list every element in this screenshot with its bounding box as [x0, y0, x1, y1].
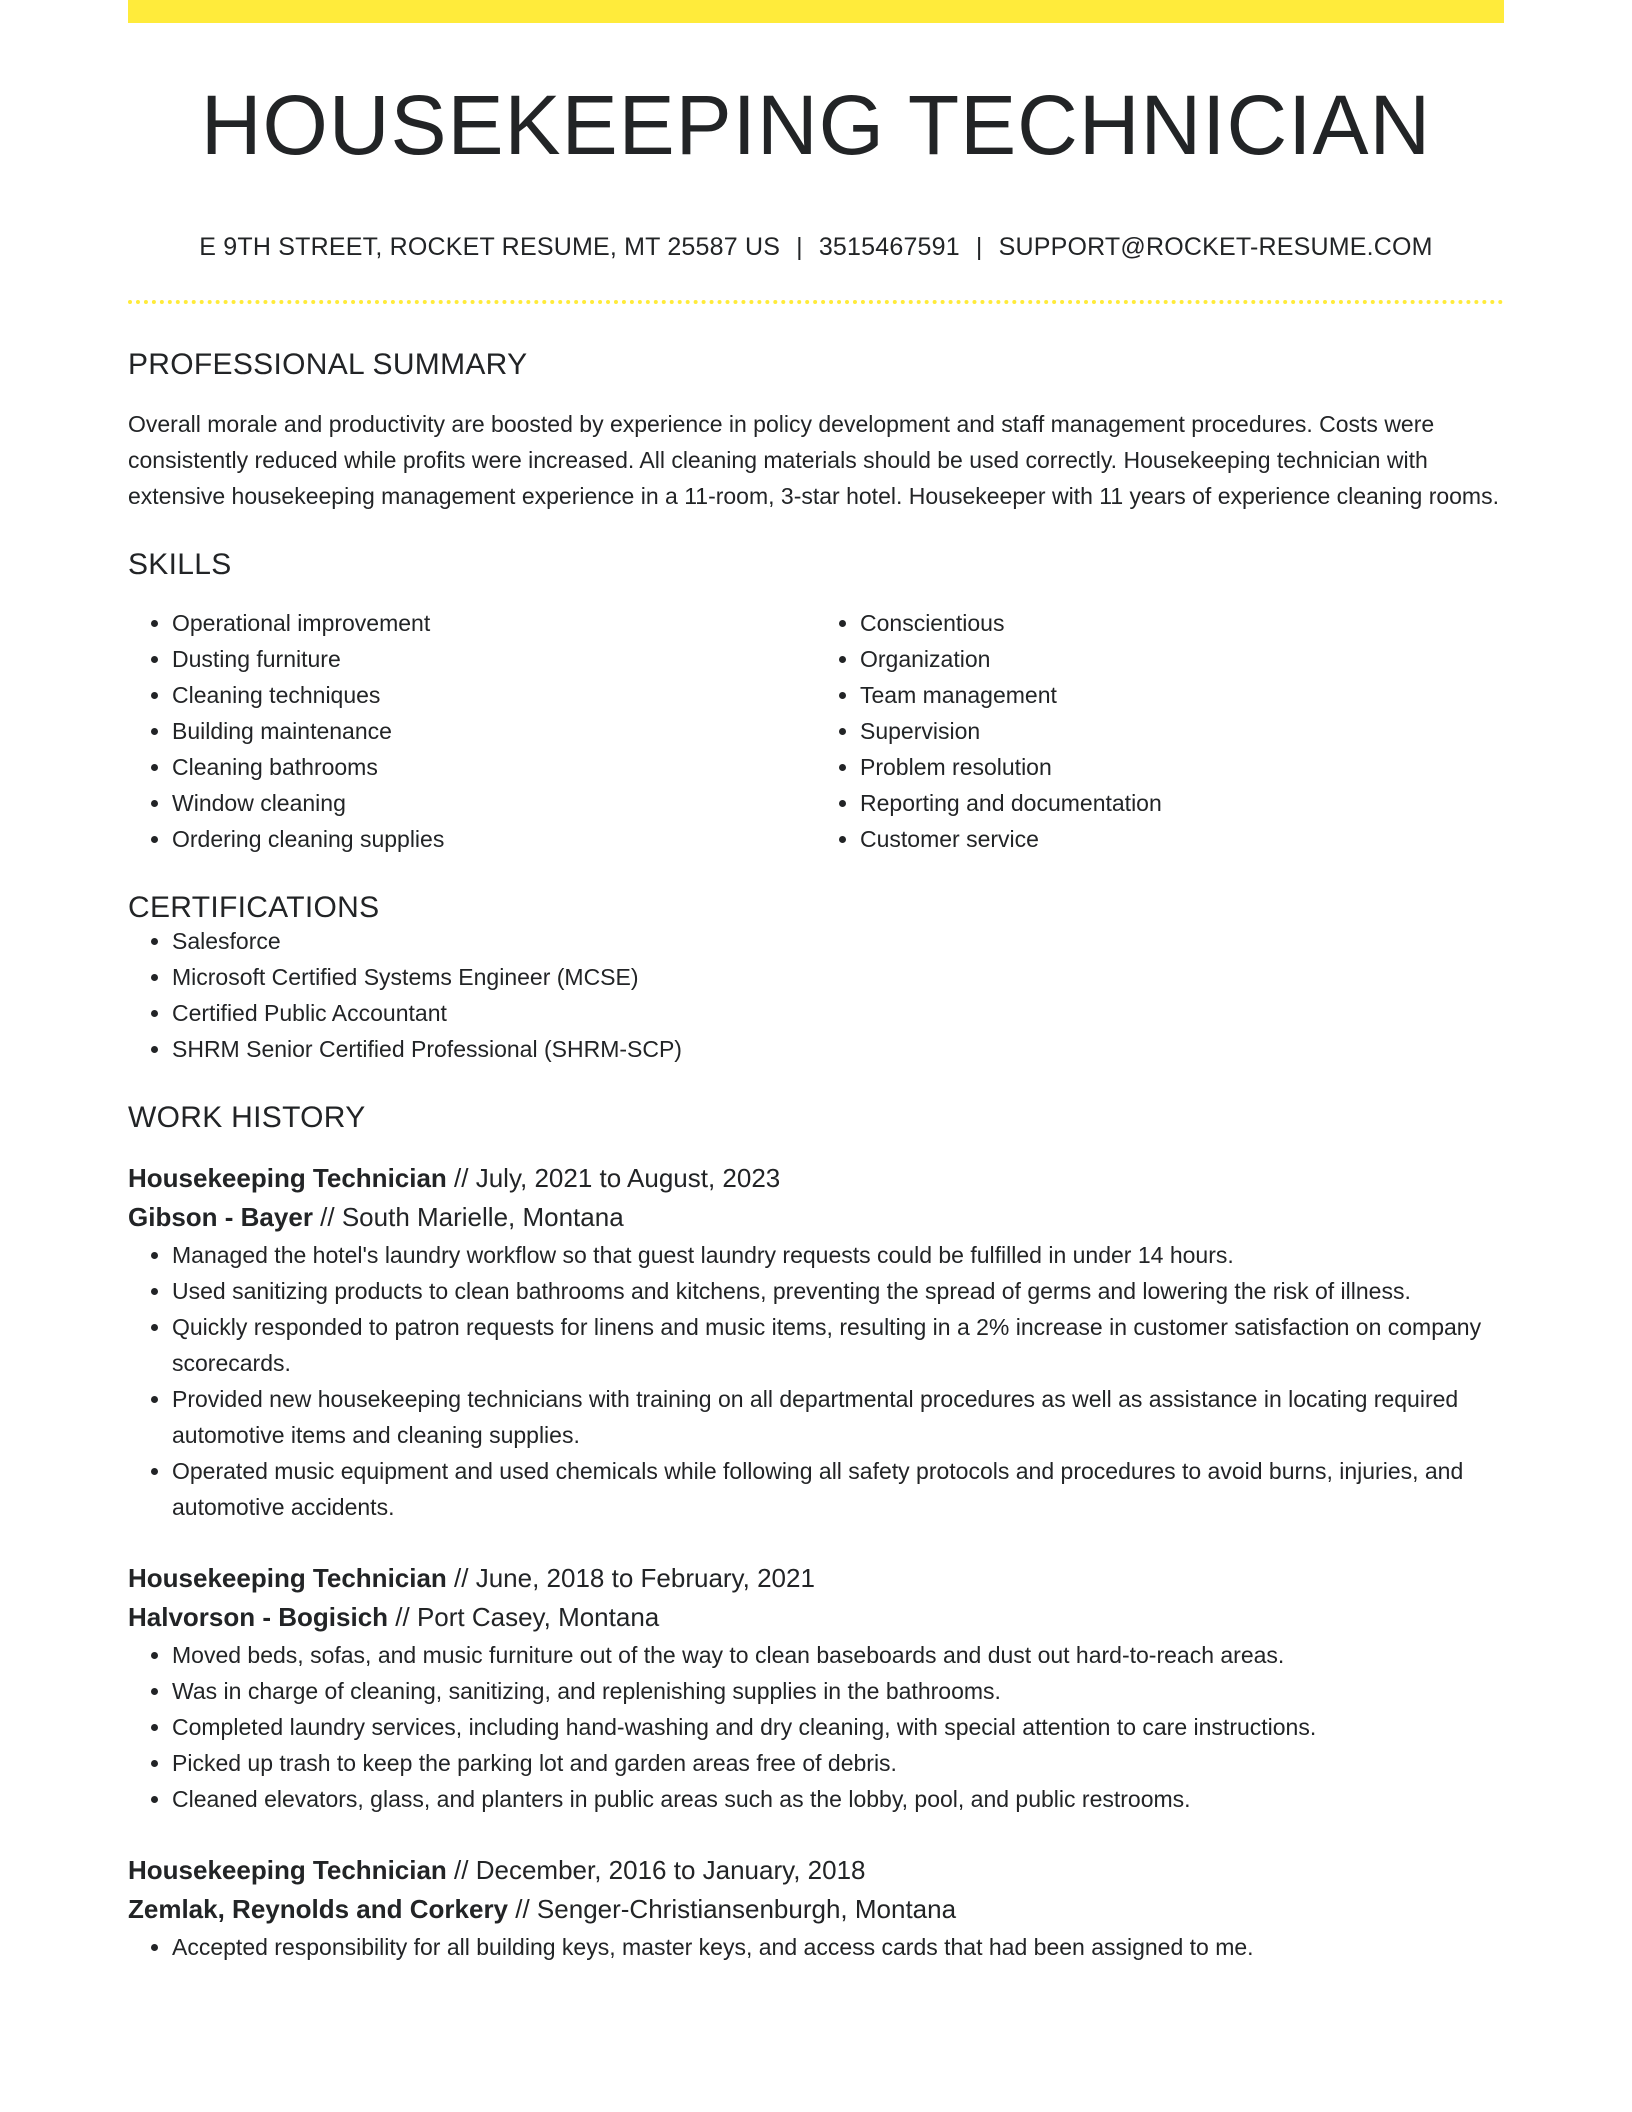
job-company: Zemlak, Reynolds and Corkery	[128, 1894, 509, 1924]
job-location: // South Marielle, Montana	[312, 1202, 624, 1232]
certification-item: • SHRM Senior Certified Professional (SHRM-SCP)	[172, 1031, 1504, 1067]
job-bullet: • Was in charge of cleaning, sanitizing, and replenishing supplies in the bathrooms.	[172, 1673, 1504, 1709]
skill-item: • Dusting furniture	[172, 641, 816, 677]
certifications-list	[128, 923, 1504, 1067]
resume-page	[128, 0, 1504, 1965]
skill-item: • Problem resolution	[860, 749, 1504, 785]
job-bullets	[128, 1637, 1504, 1817]
job-location: // Port Casey, Montana	[388, 1602, 660, 1632]
contact-separator: |	[975, 233, 983, 261]
accent-bar	[128, 0, 1504, 23]
skills-heading: SKILLS	[128, 548, 232, 581]
skill-item: • Cleaning bathrooms	[172, 749, 816, 785]
skill-item: • Building maintenance	[172, 713, 816, 749]
skills-columns	[128, 605, 1504, 857]
skill-item: • Customer service	[860, 821, 1504, 857]
job-bullet: • Used sanitizing products to clean bathrooms and kitchens, preventing the spread of germs and lowering the risk of illness.	[172, 1273, 1504, 1309]
job-bullet: • Picked up trash to keep the parking lot and garden areas free of debris.	[172, 1745, 1504, 1781]
job-company: Gibson - Bayer	[128, 1202, 313, 1232]
skill-item: • Supervision	[860, 713, 1504, 749]
job-dates: // December, 2016 to January, 2018	[446, 1855, 866, 1885]
job-role: Housekeeping Technician	[128, 1163, 447, 1193]
certification-item: • Certified Public Accountant	[172, 995, 1504, 1031]
skill-item: • Ordering cleaning supplies	[172, 821, 816, 857]
skills-list-left	[128, 605, 816, 857]
job-dates: // June, 2018 to February, 2021	[446, 1563, 815, 1593]
job-entry	[128, 1559, 1504, 1817]
skill-item: • Organization	[860, 641, 1504, 677]
candidate-name: HOUSEKEEPING TECHNICIAN	[200, 78, 1432, 172]
job-bullet: • Operated music equipment and used chemicals while following all safety protocols and procedures to avoid burns, injuries, and automotive accidents.	[172, 1453, 1504, 1525]
certification-item: • Microsoft Certified Systems Engineer (MCSE)	[172, 959, 1504, 995]
job-bullet: • Quickly responded to patron requests for linens and music items, resulting in a 2% increase in customer satisfaction on company scorecards.	[172, 1309, 1504, 1381]
job-location: // Senger-Christiansenburgh, Montana	[508, 1894, 957, 1924]
contact-separator: |	[796, 233, 803, 261]
job-title-line	[128, 1159, 1504, 1198]
job-title-line	[128, 1559, 1504, 1598]
job-role: Housekeeping Technician	[128, 1855, 447, 1885]
skill-item: • Operational improvement	[172, 605, 816, 641]
job-bullet: • Accepted responsibility for all building keys, master keys, and access cards that had been assigned to me.	[172, 1929, 1504, 1965]
contact-address: E 9TH STREET, ROCKET RESUME, MT 25587 US	[199, 233, 781, 261]
summary-text: Overall morale and productivity are boosted by experience in policy development and staff management procedures. Costs were consistently reduced while profits were increased. All cleaning materials should be used correctly. Housekeeping technician with extensive housekeeping management experience in a 11-room, 3-star hotel. Housekeeper with 11 years of experience cleaning rooms.	[128, 411, 1499, 509]
job-title-line	[128, 1851, 1504, 1890]
job-company-line	[128, 1598, 1504, 1637]
summary-heading: PROFESSIONAL SUMMARY	[128, 348, 528, 381]
skill-item: • Window cleaning	[172, 785, 816, 821]
job-bullet: • Cleaned elevators, glass, and planters in public areas such as the lobby, pool, and public restrooms.	[172, 1781, 1504, 1817]
job-bullet: • Provided new housekeeping technicians with training on all departmental procedures as well as assistance in locating required automotive items and cleaning supplies.	[172, 1381, 1504, 1453]
contact-phone: 3515467591	[818, 233, 960, 261]
job-dates: // July, 2021 to August, 2023	[446, 1163, 781, 1193]
job-role: Housekeeping Technician	[128, 1563, 447, 1593]
certification-item: • Salesforce	[172, 923, 1504, 959]
contact-line	[128, 235, 1504, 260]
dotted-divider	[128, 300, 1504, 304]
job-company-line	[128, 1198, 1504, 1237]
job-company: Halvorson - Bogisich	[128, 1602, 389, 1632]
job-bullets	[128, 1929, 1504, 1965]
skill-item: • Team management	[860, 677, 1504, 713]
skills-list-right	[816, 605, 1504, 857]
contact-email[interactable]: SUPPORT@ROCKET-RESUME.COM	[998, 233, 1433, 261]
skill-item: • Cleaning techniques	[172, 677, 816, 713]
job-bullet: • Completed laundry services, including hand-washing and dry cleaning, with special attention to care instructions.	[172, 1709, 1504, 1745]
certifications-heading: CERTIFICATIONS	[128, 891, 380, 924]
job-bullet: • Moved beds, sofas, and music furniture out of the way to clean baseboards and dust out hard-to-reach areas.	[172, 1637, 1504, 1673]
skill-item: • Conscientious	[860, 605, 1504, 641]
job-bullet: • Managed the hotel's laundry workflow so that guest laundry requests could be fulfilled in under 14 hours.	[172, 1237, 1504, 1273]
job-entry	[128, 1159, 1504, 1525]
job-bullets	[128, 1237, 1504, 1525]
job-company-line	[128, 1890, 1504, 1929]
job-entry	[128, 1851, 1504, 1965]
work-history-heading: WORK HISTORY	[128, 1101, 366, 1134]
skill-item: • Reporting and documentation	[860, 785, 1504, 821]
